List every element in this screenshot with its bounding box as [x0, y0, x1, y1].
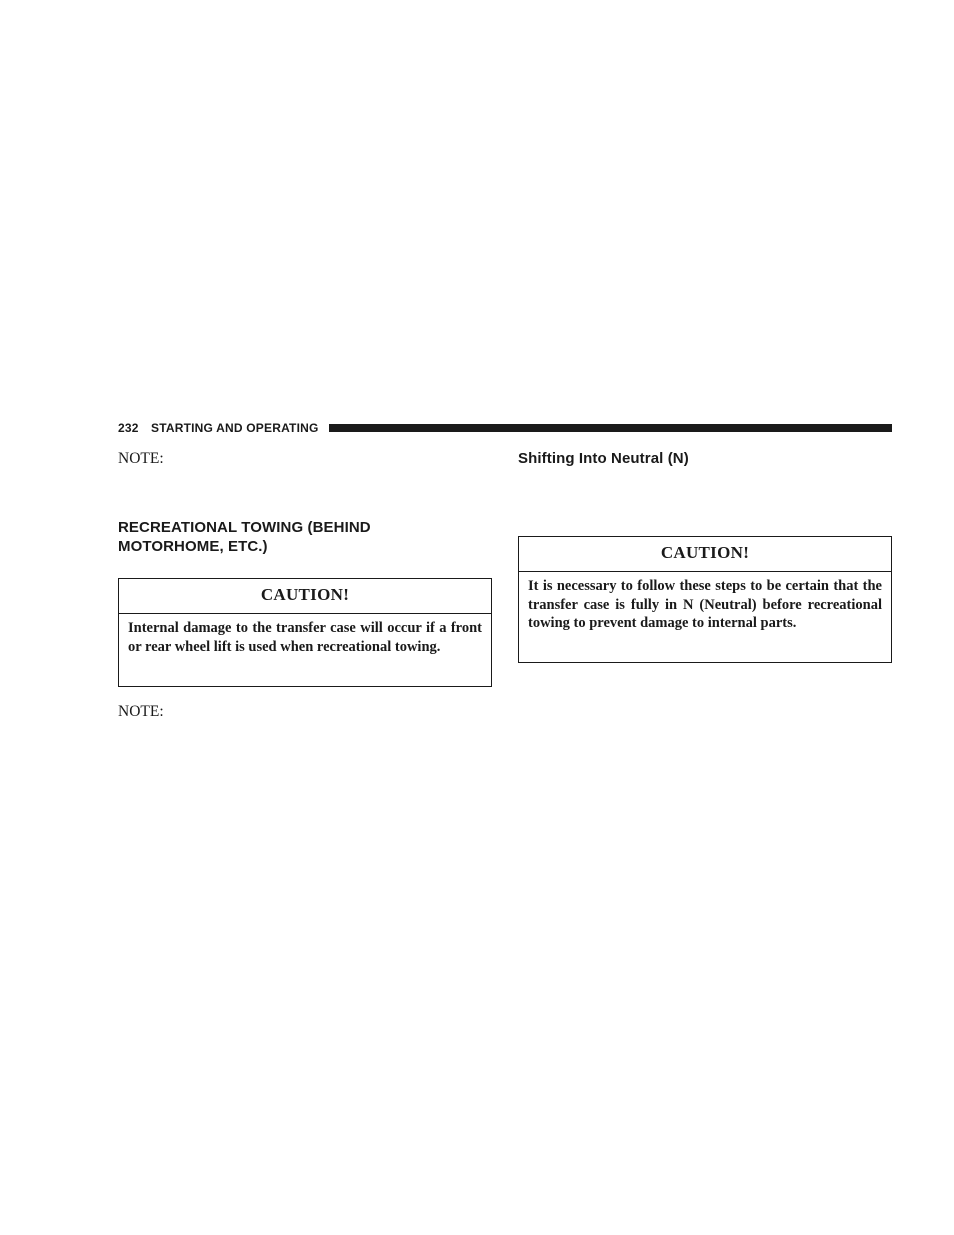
header-rule — [329, 424, 892, 432]
caution-title: CAUTION! — [519, 537, 891, 572]
note-label: NOTE: — [118, 450, 164, 467]
section-title: STARTING AND OPERATING — [151, 421, 319, 435]
note-label: NOTE: — [118, 703, 164, 720]
caution-box-left — [118, 578, 492, 687]
caution-title: CAUTION! — [119, 579, 491, 614]
caution-body: It is necessary to follow these steps to be certain that the transfer case is fully in N (Neutral) before recreational towing to prevent damage to internal parts. — [528, 578, 882, 631]
recreational-towing-heading: RECREATIONAL TOWING (BEHIND MOTORHOME, ETC.) — [118, 519, 371, 555]
caution-box-right — [518, 536, 892, 663]
page-number: 232 — [118, 421, 139, 435]
page-header — [118, 419, 892, 437]
caution-body: Internal damage to the transfer case will occur if a front or rear wheel lift is used when recreational towing. — [128, 620, 482, 655]
shifting-neutral-heading: Shifting Into Neutral (N) — [518, 450, 689, 467]
